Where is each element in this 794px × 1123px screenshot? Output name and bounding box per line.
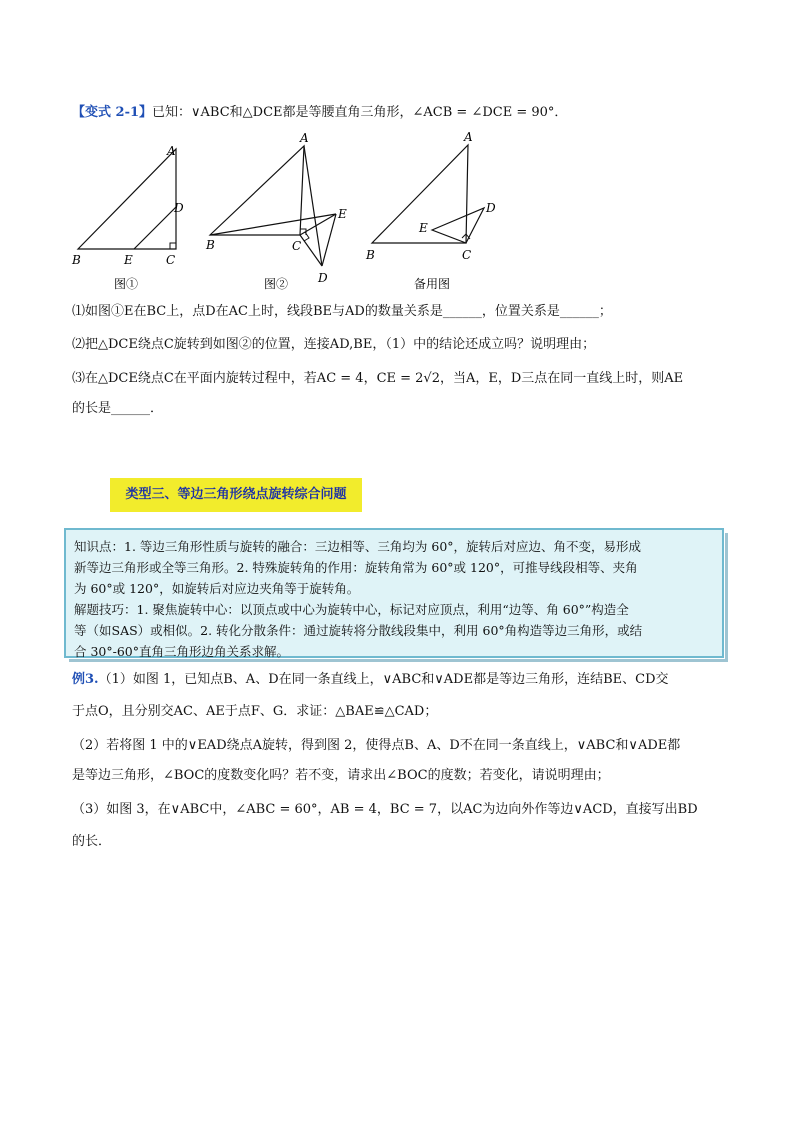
label-c-fig1: C xyxy=(166,253,176,267)
caption-fig2: 图② xyxy=(264,277,289,291)
figure-2 xyxy=(198,128,358,298)
caption-fig3: 备用图 xyxy=(414,277,451,291)
label-d-fig1: D xyxy=(174,201,184,215)
label-a-fig3: A xyxy=(464,130,473,144)
triangle-ecd-fig3 xyxy=(432,208,484,243)
knowledge-line-4: 解题技巧：1. 聚焦旋转中心：以顶点或中心为旋转中心，标记对应顶点，利用“边等、角 60°”构造全 xyxy=(74,602,629,617)
label-a-fig1: A xyxy=(167,144,176,158)
example-part1-line1: （1）如图 1，已知点B、A、D在同一条直线上，∨ABC和∨ADE都是等边三角形，连结BE、CD交 xyxy=(98,672,669,687)
figure-3 xyxy=(362,128,512,298)
knowledge-line-6: 合 30°-60°直角三角形边角关系求解。 xyxy=(74,644,290,659)
label-c-fig2: C xyxy=(292,239,302,253)
label-b-fig1: B xyxy=(72,253,81,267)
knowledge-line-2: 新等边三角形或全等三角形。2. 特殊旋转角的作用：旋转角常为 60°或 120°，可推导线段相等、夹角 xyxy=(74,560,638,575)
label-d-fig3: D xyxy=(486,201,496,215)
segment-ed-fig2 xyxy=(322,214,336,266)
example-part2-line1: （2）若将图 1 中的∨EAD绕点A旋转，得到图 2，使得点B、A、D不在同一条直线上，∨ABC和∨ADE都 xyxy=(72,738,681,753)
label-b-fig3: B xyxy=(366,248,375,262)
question-1: ⑴如图①E在BC上，点D在AC上时，线段BE与AD的数量关系是______，位置关系是______； xyxy=(72,304,612,319)
label-b-fig2: B xyxy=(206,238,215,252)
example-part3-line2: 的长． xyxy=(72,834,112,849)
label-a-fig2: A xyxy=(300,131,309,145)
example-part2-line2: 是等边三角形，∠BOC的度数变化吗？若不变，请求出∠BOC的度数；若变化，请说明理由； xyxy=(72,768,610,783)
example-label: 例3. xyxy=(72,672,99,687)
label-e-fig1: E xyxy=(124,253,133,267)
label-d-fig2: D xyxy=(318,271,328,285)
example-line-1 xyxy=(72,670,669,690)
segment-cd-fig2 xyxy=(300,235,322,266)
knowledge-line-5: 等（如SAS）或相似。2. 转化分散条件：通过旋转将分散线段集中，利用 60°角构造等边三角形，或结 xyxy=(74,623,643,638)
section-heading: 类型三、等边三角形绕点旋转综合问题 xyxy=(110,478,362,512)
variant-tag: 【变式 2-1】 xyxy=(72,105,153,120)
figure-1 xyxy=(66,128,196,298)
knowledge-box xyxy=(64,528,724,658)
triangle-abc-fig1 xyxy=(78,149,176,249)
question-3-line2: 的长是______． xyxy=(72,401,164,416)
caption-fig1: 图① xyxy=(114,277,139,291)
example-part1-line2: 于点O，且分别交AC、AE于点F、G．求证：△BAE≌△CAD； xyxy=(72,704,438,719)
example-part3-line1: （3）如图 3，在∨ABC中，∠ABC = 60°，AB = 4，BC = 7，以AC为边向外作等边∨ACD，直接写出BD xyxy=(72,802,698,817)
question-3-line1: ⑶在△DCE绕点C在平面内旋转过程中，若AC = 4，CE = 2√2，当A，E，D三点在同一直线上时，则AE xyxy=(72,371,684,386)
label-c-fig3: C xyxy=(462,248,472,262)
right-angle-mark-fig1 xyxy=(170,243,176,249)
knowledge-line-3: 为 60°或 120°，如旋转后对应边夹角等于旋转角。 xyxy=(74,581,360,596)
question-2: ⑵把△DCE绕点C旋转到如图②的位置，连接AD,BE，（1）中的结论还成立吗？说明理由； xyxy=(72,337,596,352)
variant-line xyxy=(72,103,567,123)
variant-intro: 已知：∨ABC和△DCE都是等腰直角三角形，∠ACB = ∠DCE = 90°． xyxy=(152,105,568,120)
segment-ad-fig2 xyxy=(304,146,322,266)
knowledge-line-1: 知识点：1. 等边三角形性质与旋转的融合：三边相等、三角均为 60°，旋转后对应边、角不变，易形成 xyxy=(74,539,642,554)
label-e-fig3: E xyxy=(419,221,428,235)
label-e-fig2: E xyxy=(338,207,347,221)
right-angle-mark-dce-fig2 xyxy=(304,232,309,241)
